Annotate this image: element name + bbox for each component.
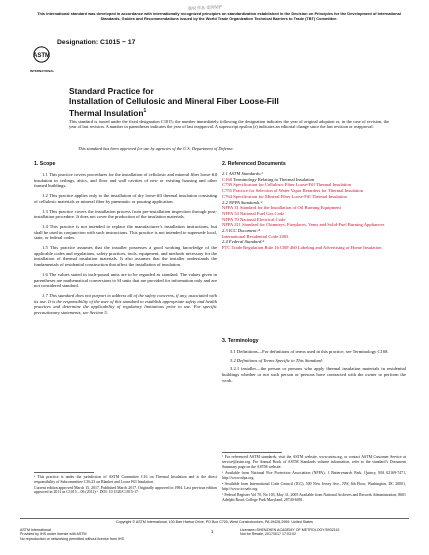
astm-code-link[interactable]: C168 [222,176,232,182]
footer-copyright: Copyright © ASTM International, 100 Barr Harbor Drive, PO Box C700, West Conshohocken, PA 19428-2959. United States [116,520,313,524]
nfpa-item-title[interactable]: Standard for Chimneys, Fireplaces, Vents and Solid-Fuel Burning Appliances [240,222,385,228]
nfpa-code-link[interactable]: NFPA 70 [222,216,239,222]
astm-item-title[interactable]: Specification for Mineral Fiber Loose-Fill Thermal Insulation [231,193,347,199]
scope-para-1-5: 1.5 This practice assumes that the installer possesses a good working knowledge of the applicable codes and regulations, safety practices, tools, equipment, and methods necessary for the installation of thermal insulation materials. It also assumes that the installer understands the fundamentals of residential construction that affect the installation of insulation. [34,245,217,268]
terminology-para-3-1: 3.1 Definitions—For definitions of terms used in this practice, see Terminology C168. [230,349,389,354]
designation: Designation: C1015 − 17 [57,39,136,46]
footnote-1 [34,475,217,495]
scope-section [34,172,217,316]
astm-item-title[interactable]: Specification for Cellulosic Fiber Loose-Fill Thermal Insulation [231,182,351,188]
scope-para-1-3: 1.3 This practice covers the installation process from pre-installation inspection through post-installation procedure. It does not cover the production of the insulation materials. [34,208,217,220]
scope-para-1-4: 1.4 This practice is not intended to replace the manufacturer’s installation instructions, but shall be used in conjunction with such instructions. This practice is not intended to supersede local, state, or federal codes. [34,223,217,241]
federal-item-link[interactable]: FTC Trade Regulation Rule 16 CRF 460 Labeling and Advertising of Home Insulation [222,245,382,251]
nfpa-item-title[interactable]: National Fuel Gas Code [238,210,285,216]
footer-right [240,528,409,537]
title-line-3 [69,106,369,118]
stamp-watermark: 版权 作品 受到保护 [187,4,223,11]
nfpa-code-link[interactable]: NFPA 54 [222,210,239,216]
terminology-heading: 3. Terminology [222,338,259,344]
astm-item-title: Terminology Relating to Thermal Insulation [231,176,315,182]
astm-logo-icon [33,46,50,71]
footer-left-line-1: ASTM International [20,528,51,532]
footer-right-line-1: Licensee=SHENZHEN ACADEMY OF METROLOGY/5932119 [240,528,340,532]
nfpa-code-link[interactable]: NFPA 211 [222,222,241,228]
title-footnote-mark: 1 [143,108,147,114]
footnote-1-edition: Current edition approved March 15, 2017. Published March 2017. Originally approved in 1984. Last previous edition approved in 2011 as C1015 – 06 (2011)ᵉ¹. DOI: 10.1520/C1015-17. [34,485,217,495]
terminology-para-3-2: 3.2 Definitions of Terms Specific to This Standard: [230,357,324,363]
svg-text:ASTM: ASTM [33,53,50,59]
footnote-divider-left [34,472,94,473]
scope-para-1-2: 1.2 This practice applies only to the installation of dry loose-fill thermal insulation consisting of cellulosic materials or mineral fiber by pneumatic or pouring application. [34,193,217,204]
header-notice: This international standard was developed in accordance with internationally recognized principles on standardization established in the Decision on Principles for the Development of International Standards, Guides and Recommendations issued by the World Trade Organization Technical Barriers to Trade (TBT) Committee. [37,11,401,21]
refs-section [222,171,406,251]
nfpa-code-link[interactable]: NFPA 31 [222,205,239,211]
footnote-5: ⁵ Federal Register Vol 70, No 103, May 31, 2005 Available from National Archives and Records Administration, 8601 Adelphi Road, College Park Maryland, 20740-6001. [222,493,406,502]
page-number: 1 [211,529,214,534]
federal-standard-label: 2.4 Federal Standard:⁵ [222,239,265,245]
issuance-note: This standard is issued under the fixed designation C1015; the number immediately following the designation indicates the year of original adoption or, in the case of revision, the year of last revision. A number in parentheses indicates the year of last reapproval. A superscript epsilon (ε) indicates an editorial change since the last revision or reapproval. [69,119,389,130]
footnote-4: ⁴ Available from International Code Council (ICC), 500 New Jersey Ave., NW, 6th Floor, Washington, DC 20001, http://www.iccsafe.org. [222,481,406,491]
astm-code-link[interactable]: C764 [222,193,232,199]
refs-heading: 2. Referenced Documents [222,161,286,167]
title-line-2: Installation of Cellulosic and Mineral Fiber Loose-Fill [69,96,279,106]
icc-document-label: 2.3 ICC Document:⁴ [222,228,260,234]
footer-divider [20,518,409,519]
nfpa-item-title[interactable]: National Electrical Code [238,216,286,222]
astm-standards-label: 2.1 ASTM Standards:² [222,171,263,176]
scope-para-1-1: 1.1 This practice covers procedures for the installation of cellulosic and mineral fiber loose-fill insulation in ceilings, attics, and floor and wall cavities of new or existing housing and other framed buildings. [34,172,217,189]
footnote-1-jurisdiction: ¹ This practice is under the jurisdiction of ASTM Committee C16 on Thermal Insulation and is the direct responsibility of Subcommittee C16.23 on Blanket and Loose Fill Insulation. [34,475,217,484]
dod-note: This standard has been approved for use by agencies of the U.S. Department of Defense. [78,146,234,151]
footnote-divider-right [222,452,282,453]
footnote-2: ² For referenced ASTM standards, visit the ASTM website, www.astm.org, or contact ASTM Customer Service at service@astm.org. For Annual Book of ASTM Standards volume information, refer to the standard’s Document Summary page on the ASTM website. [222,455,406,469]
footnote-3: ³ Available from National Fire Protection Association (NFPA), 1 Batterymarch Park, Quincy, MA 02169-7471, http://www.nfpa.org. [222,470,406,480]
icc-item-link[interactable]: International Residential Code 2003 [222,233,289,239]
terminology-para-3-2-1: 3.2.1 installer—the person or persons who apply thermal insulation materials in residential buildings whether or not such person or persons have contracted with the owner to perform the work. [222,366,406,383]
logo-label: INTERNATIONAL [30,69,55,73]
footnotes-right [222,455,406,503]
astm-code-link[interactable]: C755 [222,188,232,194]
title-line-1: Standard Practice for [69,86,154,96]
footer-left-line-2: Provided by IHS under license with ASTM [20,532,87,537]
terminology-section [222,349,406,384]
scope-para-1-6: 1.6 The values stated in inch-pound units are to be regarded as standard. The values given in parentheses are mathematical conversions to SI units that are provided for information only and are not considered standard. [34,271,217,289]
document-title [69,86,369,118]
footer-right-line-2: Not for Resale, 2017/5/17 17:03:02 [240,532,296,537]
footer-left [20,528,190,541]
nfpa-item-title[interactable]: Standard for the Installation of Oil Burning Equipment [238,205,341,211]
scope-para-1-7: 1.7 This standard does not purport to address all of the safety concerns, if any, associated with its use. It is the responsibility of the user of this standard to establish appropriate safety and health practices and determine the applicability of regulatory limitations prior to use. For specific precautionary statements, see Section 5. [34,292,217,316]
astm-item-title[interactable]: Practice for Selection of Water Vapor Retarders for Thermal Insulation [231,188,363,194]
astm-code-link[interactable]: C739 [222,182,232,188]
astm-logo [33,46,50,71]
nfpa-standards-label: 2.2 NFPA Standards:³ [222,199,263,205]
title-line-3-text: Thermal Insulation [69,107,144,118]
footer-left-line-3: No reproduction or networking permitted without license from IHS [20,536,124,541]
scope-heading: 1. Scope [34,161,56,167]
